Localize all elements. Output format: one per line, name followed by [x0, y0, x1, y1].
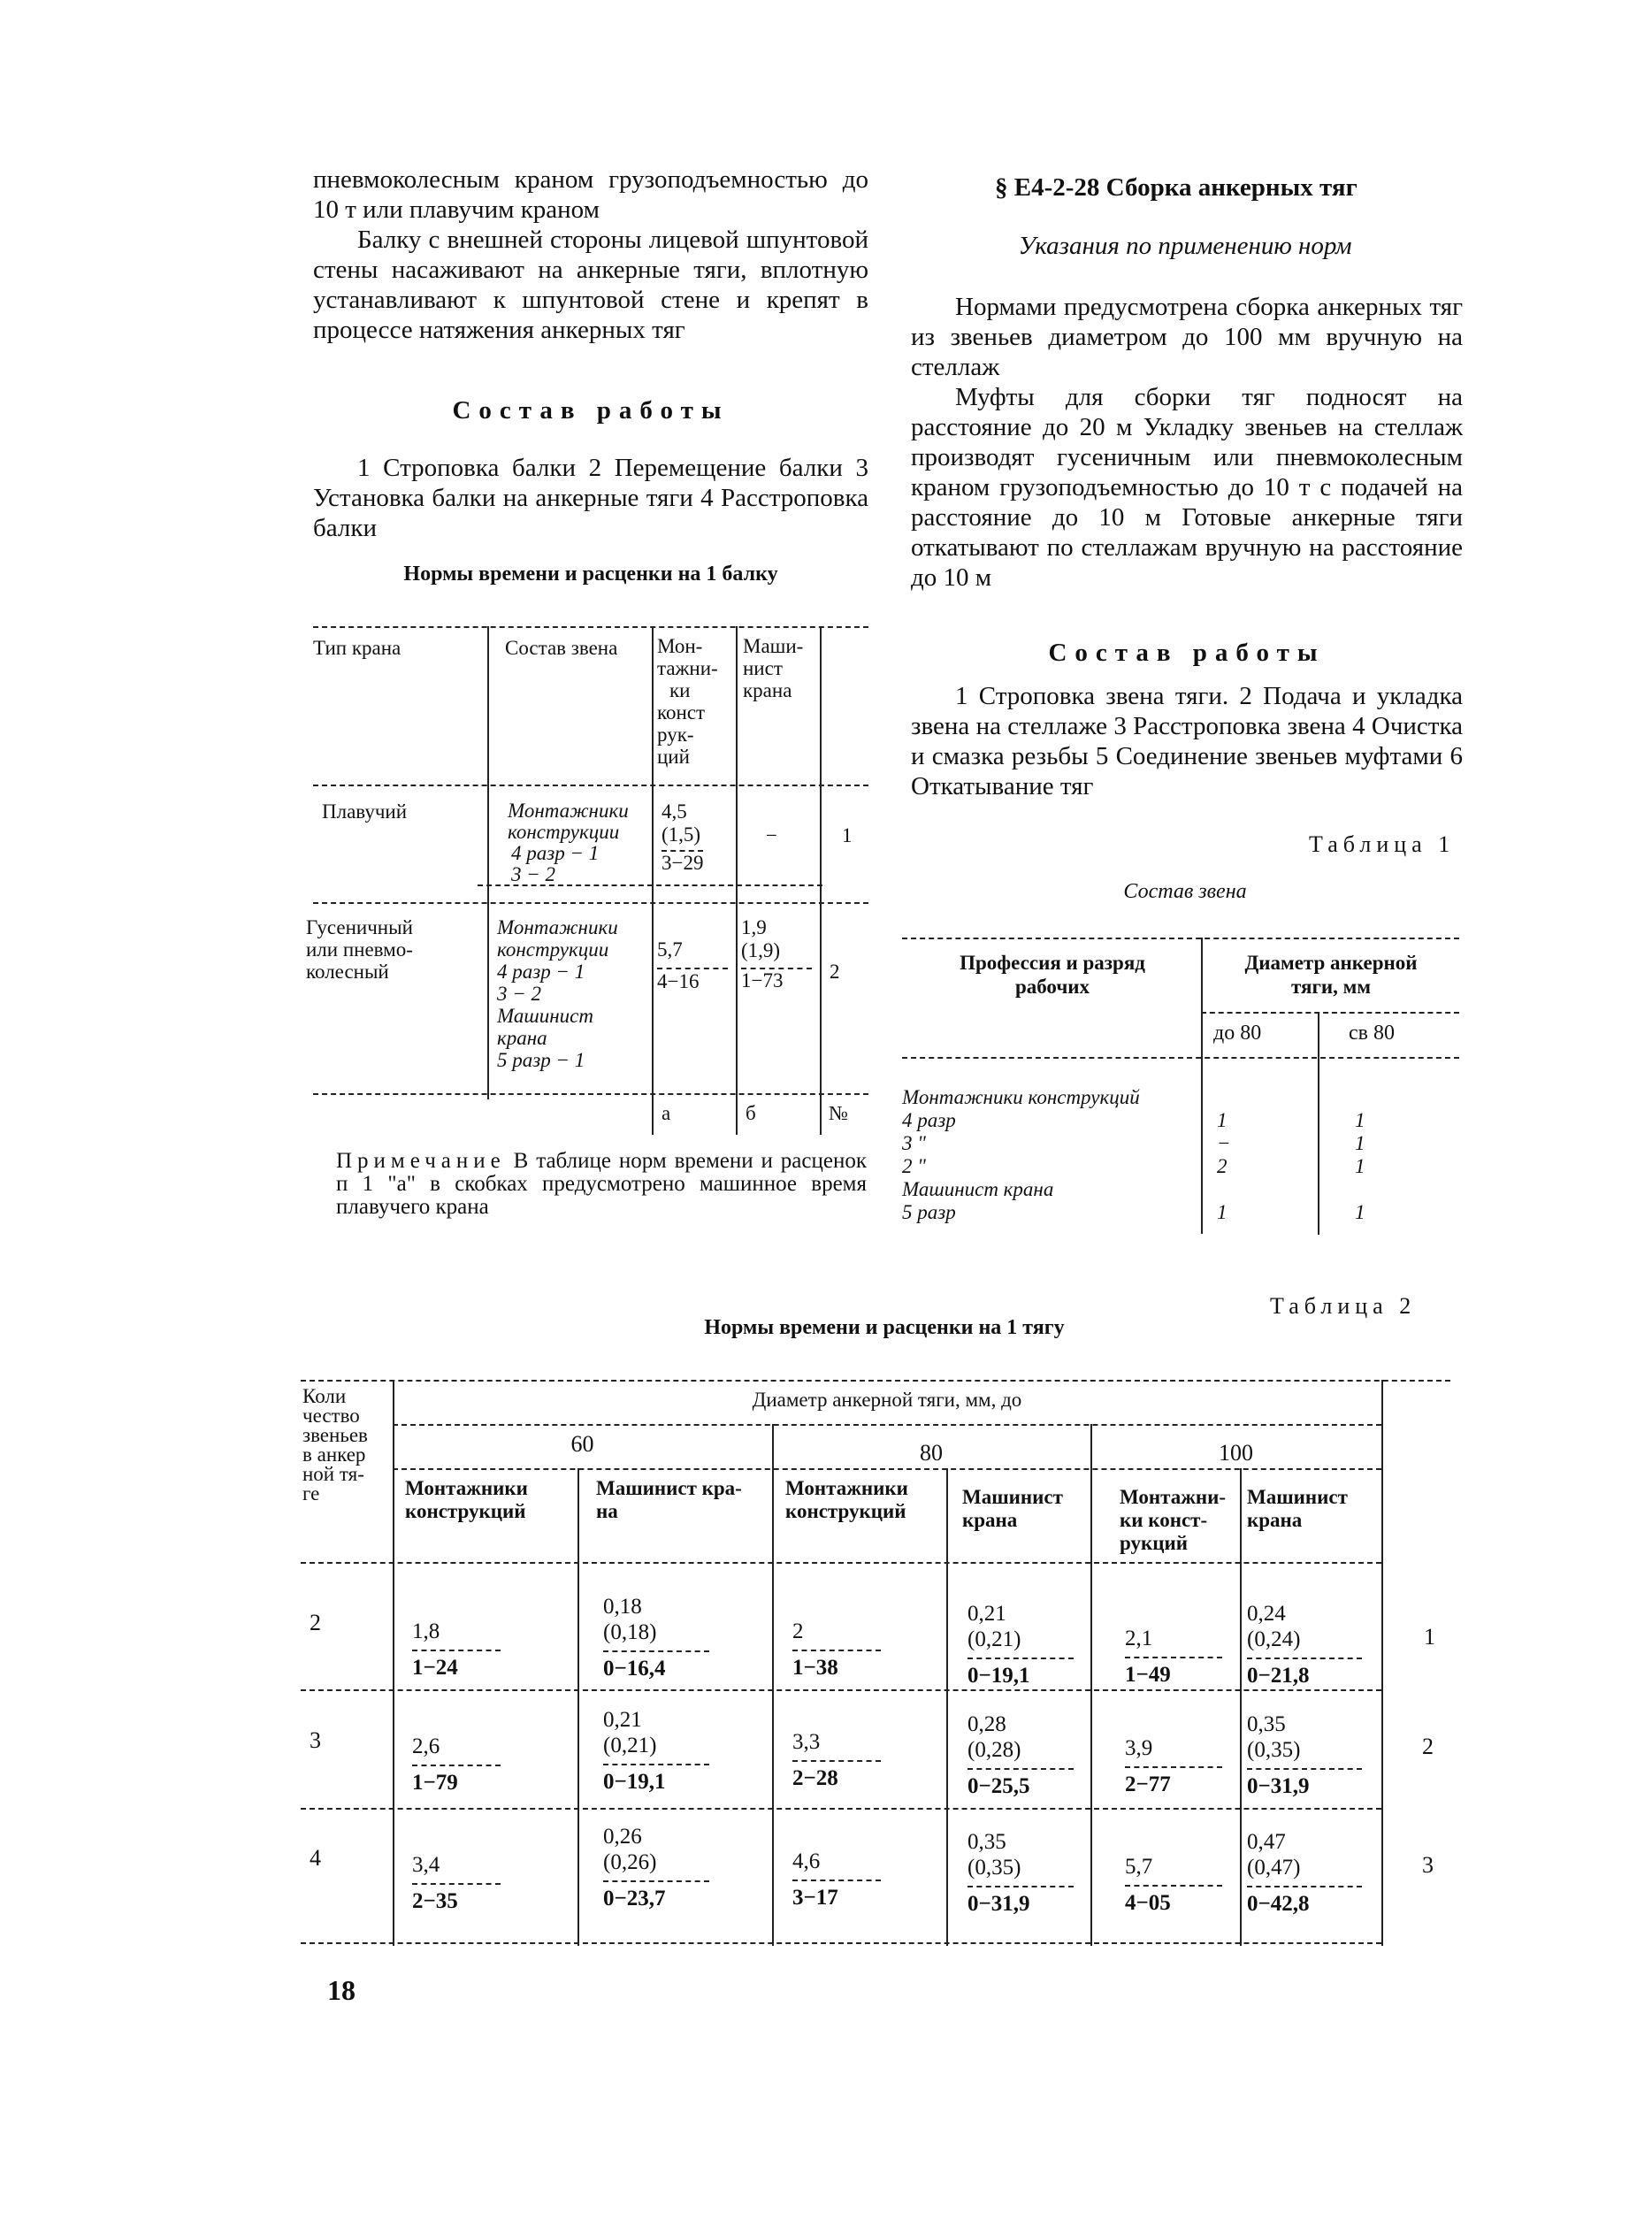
- left-column: [313, 165, 868, 345]
- usage-para-1: Нормами предусмотрена сборка анкерных тяг из звеньев диаметром до 100 мм вручную на стеллаж: [911, 293, 1463, 381]
- t1-row1-mach: −: [766, 824, 777, 846]
- left-work-text: 1 Строповка балки 2 Перемещение балки 3 Установка балки на анкерные тяги 4 Расстроповка балки: [313, 454, 868, 542]
- rt1-sub1: до 80: [1213, 1022, 1262, 1045]
- t2-row2-c6: 0,35 (0,35) 0−31,9: [1247, 1711, 1362, 1799]
- note-text: В таблице норм времени и расценок п 1 "а" в скобках предусмотрено машинное время плавучего крана: [336, 1149, 867, 1219]
- t2-row3-count: 4: [310, 1845, 321, 1871]
- table2-label: Таблица 2: [1270, 1293, 1417, 1319]
- t2-row2-c1: 2,6 1−79: [412, 1734, 501, 1795]
- t2-sub-2: Машинист кра- на: [596, 1477, 742, 1522]
- t2-row1-c2: 0,18 (0,18) 0−16,4: [603, 1594, 709, 1681]
- left-note: [336, 1150, 867, 1219]
- t2-sub-6: Машинист крана: [1247, 1486, 1348, 1531]
- rt1-col1-header: Профессия и разряд рабочих: [960, 952, 1145, 998]
- t1-footer-num: №: [829, 1102, 848, 1124]
- t1-header-mach: Маши- нист крана: [743, 635, 804, 701]
- t1-row1-mont: 4,5 (1,5) 3−29: [662, 800, 704, 874]
- t2-col1-header: Коли чество звеньев в анкер ной тя- ге: [302, 1385, 368, 1504]
- t2-row2-c4: 0,28 (0,28) 0−25,5: [967, 1711, 1074, 1799]
- t2-row2-c5: 3,9 2−77: [1125, 1735, 1222, 1797]
- t1-row1-crew: Монтажники конструкции 4 разр − 1 3 − 2: [508, 800, 629, 885]
- t2-row2-c3: 3,3 2−28: [792, 1729, 881, 1791]
- t1-row2-num: 2: [830, 961, 840, 983]
- t2-sub-5: Монтажни- ки конст- рукций: [1120, 1486, 1227, 1554]
- t2-row1-count: 2: [310, 1610, 321, 1635]
- right-table1-caption: Состав звена: [1123, 880, 1247, 903]
- right-usage: [911, 292, 1463, 593]
- rt1-labels: Монтажники конструкций 4 разр 3 " 2 " Машинист крана 5 разр: [902, 1086, 1140, 1223]
- section-title: § Е4-2-28 Сборка анкерных тяг: [995, 173, 1358, 202]
- rt1-col-a: 1 − 2 1: [1217, 1109, 1231, 1223]
- left-para-2: Балку с внешней стороны лицевой шпунтовой стены насаживают на анкерные тяги, вплотную устанавливают к шпунтовой стене и крепят в процессе натяжения анкерных тяг: [313, 226, 868, 344]
- t2-row3-c3: 4,6 3−17: [792, 1849, 881, 1910]
- rt1-col2-header: Диаметр анкерной тяги, мм: [1244, 952, 1418, 998]
- t1-row2-mach: 1,9 (1,9) 1−73: [741, 916, 812, 992]
- right-table1-label: Таблица 1: [1309, 831, 1456, 857]
- t1-row1-crane: Плавучий: [322, 800, 408, 823]
- usage-para-2: Муфты для сборки тяг подносят на расстояние до 20 м Укладку звеньев на стеллаж производят гусеничным или пневмоколесным краном грузоподъемностью до 10 т с подачей на расстояние до 10 м Готовые анкерные тяги откатывают по стеллажам вручную на расстояние до 10 м: [911, 383, 1463, 592]
- t2-row2-count: 3: [310, 1727, 321, 1753]
- t1-header-mont: Мон- тажни- ки конст рук- ций: [657, 635, 718, 768]
- t2-diam-60: 60: [570, 1431, 594, 1457]
- t2-row3-c2: 0,26 (0,26) 0−23,7: [603, 1824, 709, 1911]
- page-number: 18: [327, 1974, 356, 2006]
- rt1-sub2: св 80: [1349, 1022, 1395, 1045]
- t2-row2-c2: 0,21 (0,21) 0−19,1: [603, 1707, 709, 1795]
- t1-row2-crew: Монтажники конструкции 4 разр − 1 3 − 2 Машинист крана 5 разр − 1: [497, 916, 618, 1071]
- t2-sub-1: Монтажники конструкций: [405, 1477, 528, 1522]
- left-work-title: Состав работы: [452, 396, 730, 425]
- left-table1-caption: Нормы времени и расценки на 1 балку: [403, 563, 778, 586]
- t2-row1-num: 1: [1424, 1624, 1435, 1650]
- t2-diam-80: 80: [920, 1440, 943, 1466]
- t2-row2-num: 2: [1422, 1734, 1434, 1759]
- t2-main-header: Диаметр анкерной тяги, мм, до: [752, 1389, 1022, 1411]
- t2-sub-4: Машинист крана: [962, 1486, 1063, 1531]
- t1-footer-b: б: [746, 1102, 756, 1124]
- t2-row3-c5: 5,7 4−05: [1125, 1854, 1222, 1916]
- t2-sub-3: Монтажники конструкций: [785, 1477, 908, 1522]
- left-para-1: пневмоколесным краном грузоподъемностью до 10 т или плавучим краном: [313, 165, 868, 224]
- rt1-col-b: 1 1 1 1: [1355, 1109, 1365, 1223]
- note-lead: Примечание: [336, 1149, 506, 1173]
- table2-caption: Нормы времени и расценки на 1 тягу: [704, 1316, 1065, 1339]
- t1-footer-a: а: [662, 1102, 671, 1124]
- t2-row3-c4: 0,35 (0,35) 0−31,9: [967, 1829, 1074, 1917]
- t2-row1-c3: 2 1−38: [792, 1619, 881, 1681]
- t1-header-crew: Состав звена: [505, 637, 618, 659]
- t1-row1-num: 1: [842, 824, 853, 846]
- t2-row1-c1: 1,8 1−24: [412, 1619, 501, 1681]
- right-work-text: 1 Строповка звена тяги. 2 Подача и укладка звена на стеллаже 3 Расстроповка звена 4 Очистка и смазка резьбы 5 Соединение звеньев муфтами 6 Откатывание тяг: [911, 682, 1463, 800]
- usage-title: Указания по применению норм: [1018, 232, 1352, 260]
- t2-diam-100: 100: [1219, 1440, 1253, 1466]
- t2-row3-c1: 3,4 2−35: [412, 1852, 501, 1914]
- t1-row2-crane: Гусеничный или пневмо- колесный: [306, 916, 413, 983]
- t2-row1-c4: 0,21 (0,21) 0−19,1: [967, 1601, 1074, 1688]
- right-work-title: Состав работы: [1048, 639, 1326, 667]
- t2-row1-c6: 0,24 (0,24) 0−21,8: [1247, 1601, 1362, 1688]
- t1-header-crane: Тип крана: [313, 637, 402, 659]
- t2-row3-num: 3: [1422, 1852, 1434, 1878]
- t2-row3-c6: 0,47 (0,47) 0−42,8: [1247, 1829, 1362, 1917]
- t1-row2-mont: 5,7 4−16: [657, 938, 728, 994]
- t2-row1-c5: 2,1 1−49: [1125, 1626, 1222, 1688]
